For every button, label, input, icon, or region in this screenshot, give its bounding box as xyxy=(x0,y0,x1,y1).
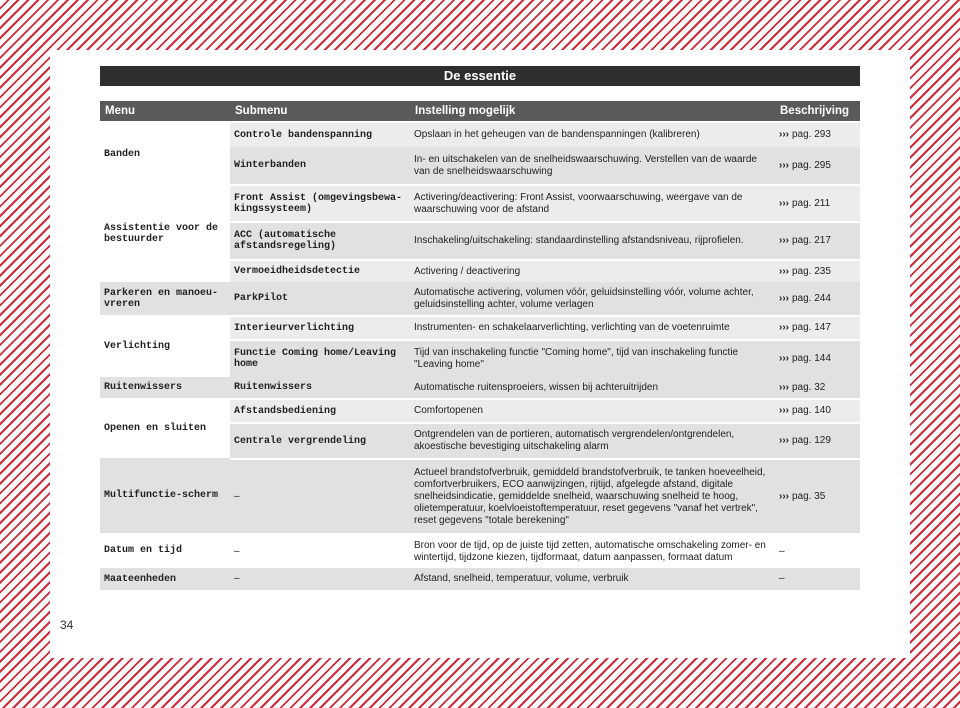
submenu-cell: – xyxy=(230,568,410,590)
setting-cell: Afstand, snelheid, temperatuur, volume, verbruik xyxy=(410,568,775,590)
setting-cell: Automatische activering, volumen vóór, geluidsinstelling vóór, volume achter, geluidsinstelling achter, volume verlagen xyxy=(410,282,775,315)
page-reference-link[interactable]: ››› pag. 244 xyxy=(775,282,860,315)
chevron-right-icon: ››› xyxy=(779,159,789,171)
section-title: De essentie xyxy=(100,66,860,86)
chevron-right-icon: ››› xyxy=(779,353,789,364)
page-reference-link[interactable]: ››› pag. 217 xyxy=(775,223,860,259)
page-reference-link[interactable]: ››› pag. 32 xyxy=(775,377,860,398)
header-submenu: Submenu xyxy=(235,105,288,117)
menu-cell: Multifunctie-scherm xyxy=(100,458,230,533)
submenu-cell: Afstandsbediening xyxy=(230,400,410,422)
menu-cell: Verlichting xyxy=(100,315,230,377)
chevron-right-icon: ››› xyxy=(779,322,789,333)
menu-cell: Maateenheden xyxy=(100,568,230,590)
submenu-cell: Interieurverlichting xyxy=(230,317,410,339)
submenu-cell: – xyxy=(230,535,410,568)
menu-cell: Datum en tijd xyxy=(100,533,230,568)
page-reference-link[interactable]: ››› pag. 129 xyxy=(775,424,860,458)
chevron-right-icon: ››› xyxy=(779,435,789,446)
page-reference-link[interactable]: ››› pag. 147 xyxy=(775,317,860,339)
submenu-cell: Functie Coming home/Leaving home xyxy=(230,341,410,377)
chevron-right-icon: ››› xyxy=(779,381,789,393)
setting-cell: Automatische ruitensproeiers, wissen bij achteruitrijden xyxy=(410,377,775,398)
setting-cell: Tijd van inschakeling functie "Coming home", tijd van inschakeling functie "Leaving home" xyxy=(410,341,775,377)
chevron-right-icon: ››› xyxy=(779,197,789,209)
submenu-cell: Controle bandenspanning xyxy=(230,123,410,147)
chevron-right-icon: ››› xyxy=(779,265,789,277)
page-reference-link[interactable]: ››› pag. 35 xyxy=(775,460,860,533)
page-reference: – xyxy=(775,568,860,590)
chevron-right-icon: ››› xyxy=(779,129,789,140)
menu-cell: Assistentie voor de bestuurder xyxy=(100,186,230,282)
table-header xyxy=(100,101,860,121)
setting-cell: Inschakeling/uitschakeling: standaardinstelling afstandsniveau, rijprofielen. xyxy=(410,223,775,259)
page-reference-link[interactable]: ››› pag. 295 xyxy=(775,147,860,184)
submenu-cell: Centrale vergrendeling xyxy=(230,424,410,458)
menu-cell: Openen en sluiten xyxy=(100,398,230,458)
submenu-cell: Vermoeidheidsdetectie xyxy=(230,261,410,282)
chevron-right-icon: ››› xyxy=(779,405,789,416)
submenu-cell: – xyxy=(230,460,410,533)
submenu-cell: Ruitenwissers xyxy=(230,377,410,398)
setting-cell: In- en uitschakelen van de snelheidswaarschuwing. Verstellen van de waarde van de snelheidswaarschuwing xyxy=(410,147,775,184)
page-reference-link[interactable]: ››› pag. 140 xyxy=(775,400,860,422)
chevron-right-icon: ››› xyxy=(779,292,789,304)
setting-cell: Comfortopenen xyxy=(410,400,775,422)
chevron-right-icon: ››› xyxy=(779,235,789,246)
submenu-cell: ParkPilot xyxy=(230,282,410,315)
page-reference-link[interactable]: ››› pag. 144 xyxy=(775,341,860,377)
page-reference-link[interactable]: ››› pag. 235 xyxy=(775,261,860,282)
menu-cell: Parkeren en manoeuvreren xyxy=(100,282,230,315)
setting-cell: Activering / deactivering xyxy=(410,261,775,282)
setting-cell: Bron voor de tijd, op de juiste tijd zetten, automatische omschakeling zomer- en wintertijd, tijdzone kiezen, tijdformaat, datum aanpassen, formaat datum xyxy=(410,535,775,568)
submenu-cell: ACC (automatische afstandsregeling) xyxy=(230,223,410,259)
page-reference-link[interactable]: ››› pag. 293 xyxy=(775,123,860,147)
submenu-cell: Front Assist (omgevingsbewakingssysteem) xyxy=(230,186,410,221)
header-menu: Menu xyxy=(105,105,136,117)
page-reference: – xyxy=(775,535,860,568)
menu-cell: Ruitenwissers xyxy=(100,377,230,398)
setting-cell: Ontgrendelen van de portieren, automatisch vergrendelen/ontgrendelen, akoestische bevestiging uitschakeling alarm xyxy=(410,424,775,458)
header-description: Beschrijving xyxy=(780,105,850,117)
setting-cell: Activering/deactivering: Front Assist, voorwaarschuwing, weergave van de waarschuwing voor de afstand xyxy=(410,186,775,221)
setting-cell: Actueel brandstofverbruik, gemiddeld brandstofverbruik, te tanken hoeveelheid, comfortverbruikers, ECO aanwijzingen, rijtijd, afgelegde afstand, digitale snelheidsindicatie, gemiddelde snelheid, waarschuwing snelheid te hoog, olietemperatuur, koelvloeistoftemperatuur, reset gegevens "vanaf het vertrek", reset gegevens "totale berekening" xyxy=(410,460,775,533)
menu-cell: Banden xyxy=(100,123,230,186)
setting-cell: Instrumenten- en schakelaarverlichting, verlichting van de voetenruimte xyxy=(410,317,775,339)
page-reference-link[interactable]: ››› pag. 211 xyxy=(775,186,860,221)
header-setting: Instelling mogelijk xyxy=(415,105,516,117)
manual-page xyxy=(50,50,910,658)
setting-cell: Opslaan in het geheugen van de bandenspanningen (kalibreren) xyxy=(410,123,775,147)
page-number: 34 xyxy=(60,618,74,632)
submenu-cell: Winterbanden xyxy=(230,147,410,184)
chevron-right-icon: ››› xyxy=(779,490,789,502)
